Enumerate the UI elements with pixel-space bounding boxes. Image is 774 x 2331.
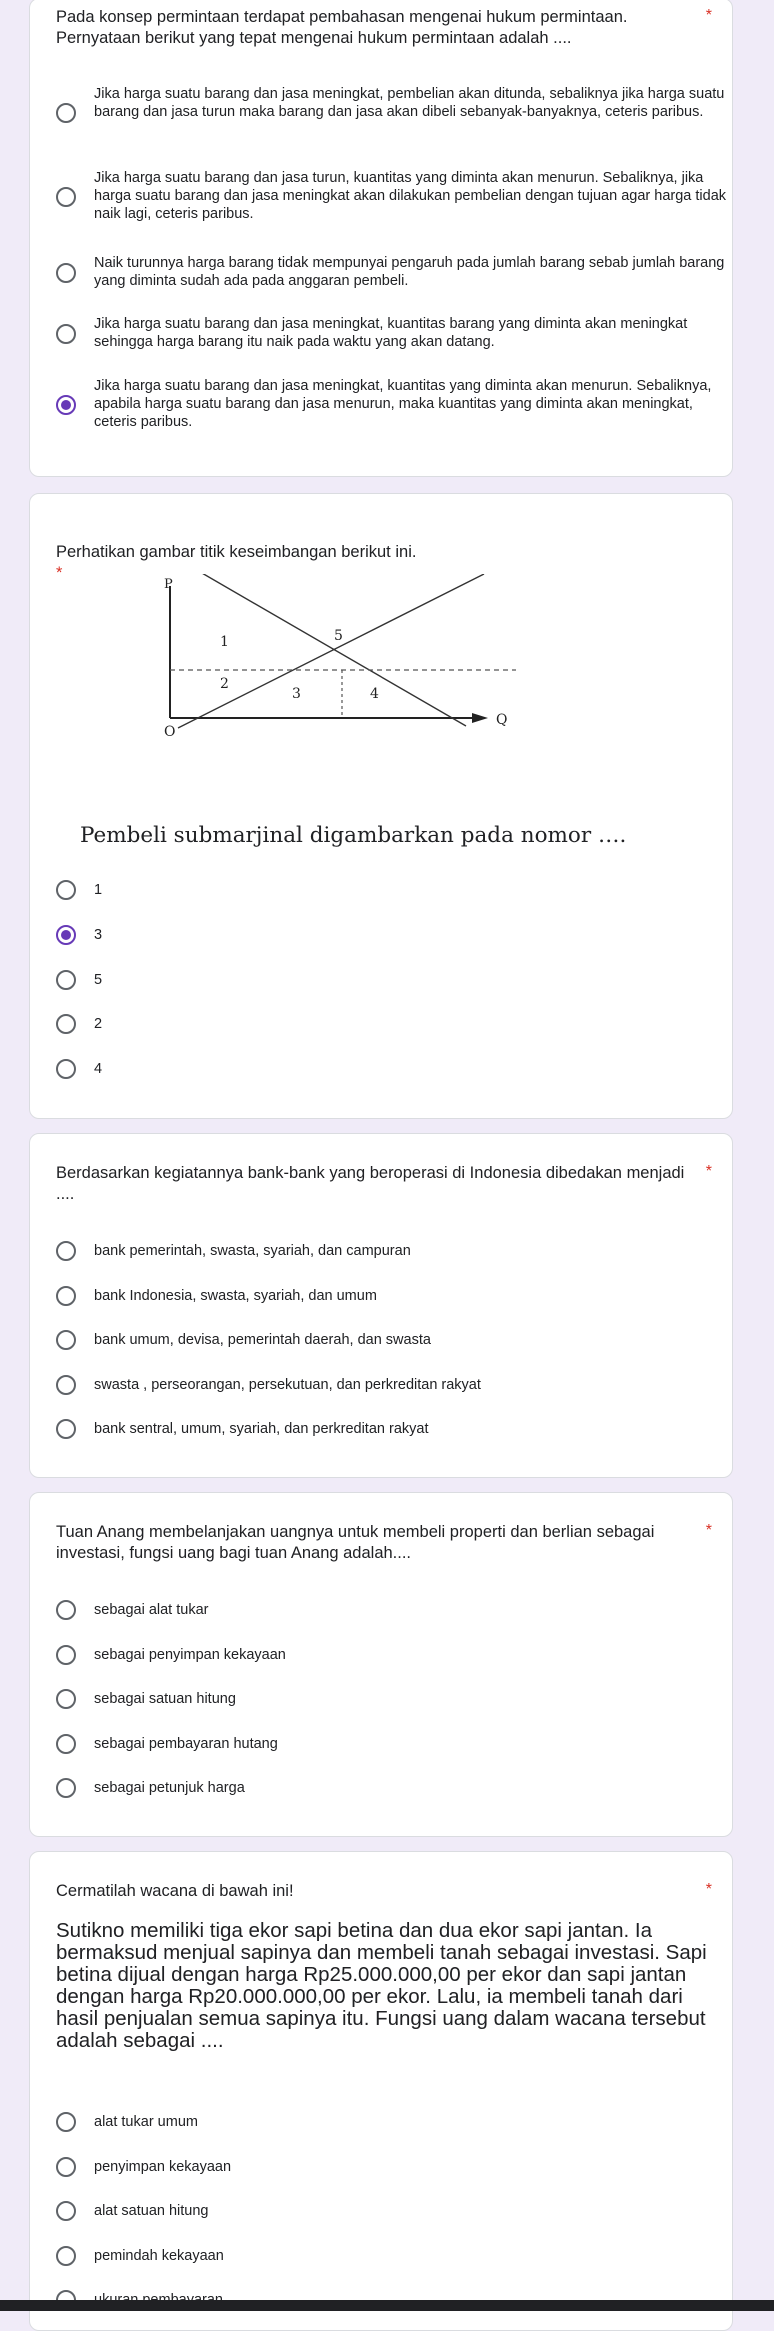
x-axis-arrow (472, 713, 488, 723)
bottom-bar (0, 2300, 774, 2311)
question-title: Pada konsep permintaan terdapat pembahasan mengenai hukum permintaan. Pernyataan berikut yang tepat mengenai hukum permintaan adalah .... (56, 8, 628, 47)
option-label: pemindah kekayaan (94, 2248, 224, 2264)
supply-line (178, 574, 484, 728)
graph-label-4: 4 (370, 686, 379, 702)
question-card-2 (29, 493, 733, 1119)
sub-question: Pembeli submarjinal digambarkan pada nomor …. (80, 823, 627, 848)
option-label: sebagai petunjuk harga (94, 1780, 245, 1796)
option-label: alat satuan hitung (94, 2203, 209, 2219)
radio-button[interactable] (56, 1286, 76, 1306)
required-asterisk: * (705, 7, 712, 24)
radio-button[interactable] (56, 1645, 76, 1665)
demand-line (176, 574, 466, 726)
option-label: 1 (94, 882, 103, 898)
radio-button[interactable] (56, 1778, 76, 1798)
option-label: sebagai pembayaran hutang (94, 1736, 278, 1752)
graph-label-3: 3 (292, 686, 301, 702)
radio-button[interactable] (56, 1241, 76, 1261)
radio-button[interactable] (56, 1600, 76, 1620)
required-asterisk: * (705, 1881, 712, 1898)
axis-label-p: P (164, 577, 173, 592)
option-label: Jika harga suatu barang dan jasa turun, kuantitas yang diminta akan menurun. Sebaliknya, jika harga suatu barang dan jasa meningkat akan dilakukan pembelian dengan tujuan agar harga tidak naik lagi, ceteris paribus. (94, 170, 727, 222)
radio-button[interactable] (56, 1689, 76, 1709)
question-card-1 (29, 0, 733, 477)
graph-label-5: 5 (334, 628, 343, 644)
equilibrium-graph (116, 574, 636, 794)
radio-button[interactable] (56, 103, 76, 123)
radio-button[interactable] (56, 2201, 76, 2221)
radio-button[interactable] (56, 2112, 76, 2132)
radio-button[interactable] (56, 1375, 76, 1395)
option-label: bank Indonesia, swasta, syariah, dan umum (94, 1288, 377, 1304)
radio-button[interactable] (56, 1014, 76, 1034)
option-label: bank sentral, umum, syariah, dan perkreditan rakyat (94, 1421, 429, 1437)
required-asterisk: * (705, 1522, 712, 1539)
radio-button[interactable] (56, 263, 76, 283)
option-label: sebagai satuan hitung (94, 1691, 236, 1707)
radio-button[interactable] (56, 324, 76, 344)
required-asterisk: * (705, 1163, 712, 1180)
radio-button[interactable] (56, 970, 76, 990)
option-label: bank umum, devisa, pemerintah daerah, dan swasta (94, 1332, 431, 1348)
radio-button[interactable] (56, 2157, 76, 2177)
question-title-text: Perhatikan gambar titik keseimbangan berikut ini. (56, 543, 417, 561)
option-label: Jika harga suatu barang dan jasa meningkat, kuantitas yang diminta akan menurun. Sebaliknya, apabila harga suatu barang dan jasa menurun, maka kuantitas yang diminta akan meningkat, ceteris paribus. (94, 378, 712, 430)
option-label: sebagai penyimpan kekayaan (94, 1647, 286, 1663)
radio-button[interactable] (56, 1059, 76, 1079)
question-card-4 (29, 1492, 733, 1837)
radio-button[interactable] (56, 1734, 76, 1754)
option-label: swasta , perseorangan, persekutuan, dan perkreditan rakyat (94, 1377, 481, 1393)
question-card-3 (29, 1133, 733, 1478)
graph-label-1: 1 (220, 634, 229, 650)
radio-button[interactable] (56, 1419, 76, 1439)
option-label: Jika harga suatu barang dan jasa meningkat, pembelian akan ditunda, sebaliknya jika harga suatu barang dan jasa turun maka barang dan jasa akan dibeli sebanyak-banyaknya, ceteris paribus. (94, 86, 725, 120)
required-asterisk: * (56, 564, 63, 582)
option-label: Jika harga suatu barang dan jasa meningkat, kuantitas barang yang diminta akan meningkat sehingga harga barang itu naik pada waktu yang akan datang. (94, 316, 688, 350)
radio-button-selected[interactable] (56, 925, 76, 945)
axis-label-q: Q (496, 712, 508, 728)
question-card-5 (29, 1851, 733, 2331)
radio-button[interactable] (56, 187, 76, 207)
option-label: alat tukar umum (94, 2114, 198, 2130)
question-title: Berdasarkan kegiatannya bank-bank yang beroperasi di Indonesia dibedakan menjadi .... (56, 1164, 685, 1203)
option-label: bank pemerintah, swasta, syariah, dan campuran (94, 1243, 411, 1259)
option-label: 3 (94, 927, 103, 943)
question-title: Tuan Anang membelanjakan uangnya untuk membeli properti dan berlian sebagai investasi, fungsi uang bagi tuan Anang adalah.... (56, 1523, 655, 1562)
option-label: sebagai alat tukar (94, 1602, 209, 1618)
option-label: 5 (94, 972, 103, 988)
option-label: 2 (94, 1016, 103, 1032)
question-passage: Sutikno memiliki tiga ekor sapi betina dan dua ekor sapi jantan. Ia bermaksud menjual sapinya dan membeli tanah sebagai investasi. Sapi betina dijual dengan harga Rp25.000.000,00 per ekor dan sapi jantan dengan harga Rp20.000.000,00 per ekor. Lalu, ia membeli tanah dari hasil penjualan semua sapinya itu. Fungsi uang dalam wacana tersebut adalah sebagai .... (56, 1919, 707, 2052)
option-label: 4 (94, 1061, 103, 1077)
radio-button[interactable] (56, 1330, 76, 1350)
radio-button[interactable] (56, 880, 76, 900)
origin-label: O (164, 724, 176, 740)
question-title: Cermatilah wacana di bawah ini! (56, 1882, 294, 1900)
radio-button[interactable] (56, 2246, 76, 2266)
option-label: penyimpan kekayaan (94, 2159, 232, 2175)
radio-button-selected[interactable] (56, 395, 76, 415)
option-label: Naik turunnya harga barang tidak mempunyai pengaruh pada jumlah barang sebab jumlah barang yang diminta sudah ada pada anggaran pembeli. (94, 255, 725, 289)
graph-label-2: 2 (220, 676, 229, 692)
